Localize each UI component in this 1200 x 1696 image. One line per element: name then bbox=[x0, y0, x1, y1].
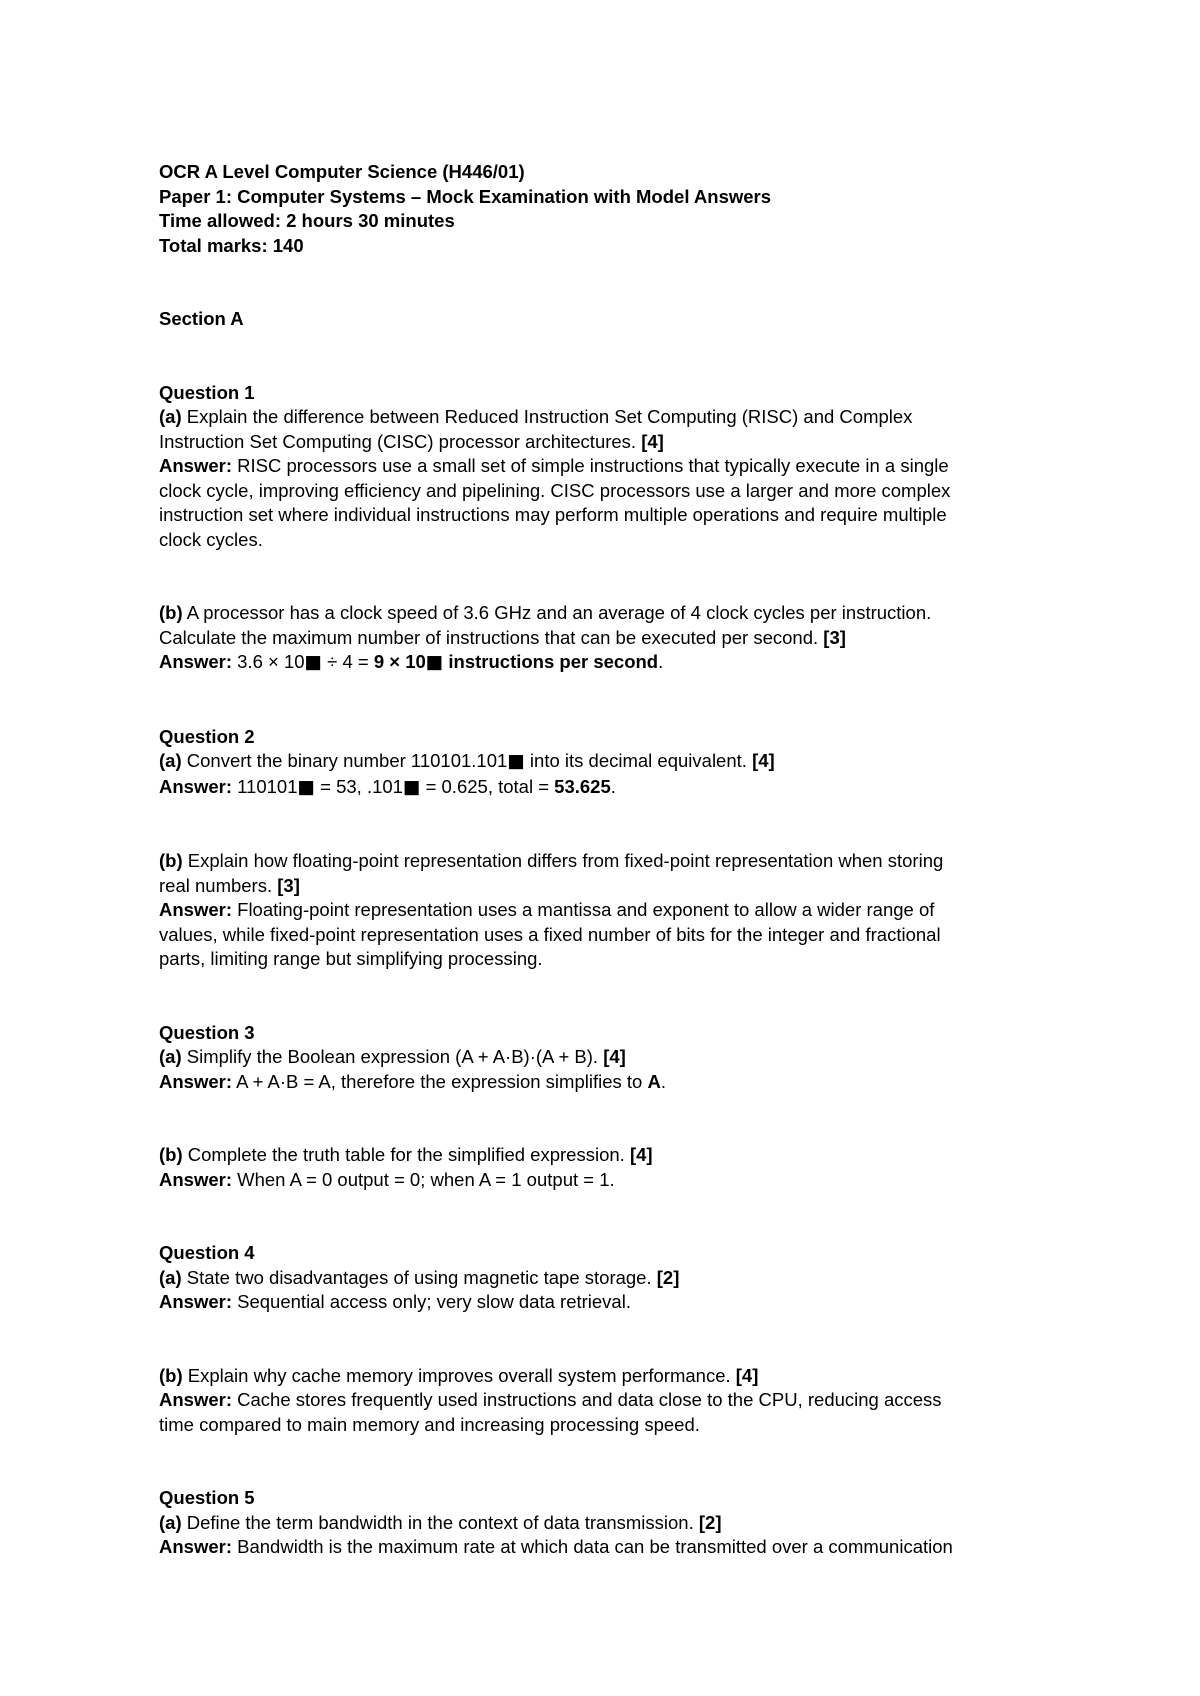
question-title: Question 3 bbox=[159, 1021, 255, 1043]
answer-label: Answer: bbox=[159, 899, 232, 920]
question-text-line bbox=[159, 874, 1059, 899]
question-4 bbox=[159, 1241, 1059, 1437]
answer-text: ÷ 4 = bbox=[322, 651, 374, 672]
answer-text: 3.6 × 10 bbox=[237, 651, 305, 672]
question-title: Question 1 bbox=[159, 381, 255, 403]
answer-text: = 0.625, total = bbox=[420, 775, 555, 797]
marks-label: [3] bbox=[277, 874, 300, 896]
question-text: Define the term bandwidth in the context of data transmission. bbox=[186, 1511, 694, 1533]
question-text: Complete the truth table for the simplified expression. bbox=[187, 1144, 625, 1165]
missing-glyph: ■ bbox=[304, 652, 323, 673]
marks-label: [4] bbox=[641, 430, 664, 452]
answer-text: 110101 bbox=[237, 775, 298, 797]
marks-label: [4] bbox=[735, 1364, 759, 1386]
answer-label: Answer: bbox=[159, 1291, 232, 1312]
answer-text: values, while fixed-point representation uses a fixed number of bits for the integer and fractional bbox=[159, 923, 941, 945]
answer-text: When A = 0 output = 0; when A = 1 output = 1. bbox=[237, 1168, 615, 1190]
question-text-line bbox=[159, 430, 1059, 455]
part-label: (a) bbox=[159, 1266, 182, 1288]
question-title: Question 2 bbox=[159, 725, 255, 747]
question-part-b bbox=[159, 849, 1059, 874]
question-title: Question 5 bbox=[159, 1487, 255, 1508]
answer-label: Answer: bbox=[159, 455, 232, 476]
answer-text: Bandwidth is the maximum rate at which data can be transmitted over a communication bbox=[237, 1536, 953, 1557]
answer-line bbox=[159, 1290, 1059, 1315]
question-title: Question 4 bbox=[159, 1242, 255, 1263]
question-text: A processor has a clock speed of 3.6 GHz and an average of 4 clock cycles per instruction. bbox=[186, 602, 932, 623]
question-part-a bbox=[159, 749, 1059, 775]
question-part-b bbox=[159, 601, 1059, 626]
question-1 bbox=[159, 381, 1059, 676]
missing-glyph: ■ bbox=[402, 776, 421, 798]
missing-glyph: ■ bbox=[297, 776, 315, 798]
question-text: Explain the difference between Reduced Instruction Set Computing (RISC) and Complex bbox=[186, 406, 913, 427]
answer-text: Sequential access only; very slow data retrieval. bbox=[237, 1291, 631, 1312]
answer-result: instructions per second bbox=[443, 651, 659, 672]
question-5 bbox=[159, 1486, 1059, 1560]
marks-label: [2] bbox=[656, 1266, 680, 1288]
question-text: Explain how floating-point representation differs from fixed-point representation when storing bbox=[187, 850, 944, 871]
answer-line bbox=[159, 1388, 1059, 1413]
answer-line bbox=[159, 775, 1059, 801]
missing-glyph: ■ bbox=[425, 652, 444, 673]
answer-text: RISC processors use a small set of simple instructions that typically execute in a single bbox=[237, 455, 949, 476]
answer-text: time compared to main memory and increasing processing speed. bbox=[159, 1413, 700, 1435]
answer-text: . bbox=[658, 651, 664, 672]
answer-label: Answer: bbox=[159, 651, 232, 672]
answer-result: A bbox=[647, 1070, 661, 1092]
exam-header bbox=[159, 160, 1059, 258]
part-label: (a) bbox=[159, 750, 182, 771]
question-text: Instruction Set Computing (CISC) processor architectures. bbox=[159, 430, 637, 452]
answer-text: . bbox=[660, 1070, 666, 1092]
question-text: Simplify the Boolean expression (A + A·B)·(A + B). bbox=[186, 1046, 599, 1067]
part-label: (a) bbox=[159, 1511, 182, 1533]
part-label: (b) bbox=[159, 850, 183, 871]
total-marks: Total marks: 140 bbox=[159, 234, 304, 256]
part-label: (b) bbox=[159, 1364, 183, 1386]
paper-title: Paper 1: Computer Systems – Mock Examination with Model Answers bbox=[159, 185, 772, 207]
answer-text: . bbox=[610, 775, 616, 797]
answer-line bbox=[159, 650, 1059, 676]
answer-text: Cache stores frequently used instructions and data close to the CPU, reducing access bbox=[237, 1389, 942, 1410]
section-heading: Section A bbox=[159, 308, 244, 329]
part-label: (a) bbox=[159, 406, 182, 427]
exam-title: OCR A Level Computer Science (H446/01) bbox=[159, 161, 525, 182]
time-allowed: Time allowed: 2 hours 30 minutes bbox=[159, 210, 455, 231]
question-text: Calculate the maximum number of instructions that can be executed per second. bbox=[159, 626, 819, 648]
part-label: (b) bbox=[159, 602, 183, 623]
question-text-line bbox=[159, 626, 1059, 651]
answer-text: A + A·B = A, therefore the expression simplifies to bbox=[236, 1070, 648, 1092]
question-text: real numbers. bbox=[159, 874, 273, 896]
marks-label: [4] bbox=[629, 1144, 653, 1165]
marks-label: [4] bbox=[603, 1046, 626, 1067]
marks-label: [2] bbox=[698, 1511, 722, 1533]
question-part-a bbox=[159, 405, 1059, 430]
answer-text: = 53, .101 bbox=[315, 775, 403, 797]
answer-label: Answer: bbox=[159, 1070, 232, 1092]
answer-label: Answer: bbox=[159, 1168, 232, 1190]
question-text: Explain why cache memory improves overall system performance. bbox=[187, 1364, 731, 1386]
answer-result: 53.625 bbox=[554, 775, 611, 797]
answer-label: Answer: bbox=[159, 1389, 232, 1410]
answer-line bbox=[159, 1070, 1059, 1095]
answer-line bbox=[159, 454, 1059, 479]
question-3 bbox=[159, 1021, 1059, 1193]
question-text: Convert the binary number 110101.101 bbox=[186, 750, 508, 771]
part-label: (b) bbox=[159, 1144, 183, 1165]
answer-text: Floating-point representation uses a mantissa and exponent to allow a wider range of bbox=[237, 899, 935, 920]
question-text: State two disadvantages of using magnetic tape storage. bbox=[186, 1266, 652, 1288]
question-text: into its decimal equivalent. bbox=[524, 750, 747, 771]
exam-content bbox=[159, 160, 1059, 1560]
question-part-a bbox=[159, 1266, 1059, 1291]
question-part-a bbox=[159, 1045, 1059, 1070]
answer-label: Answer: bbox=[159, 1536, 232, 1557]
missing-glyph: ■ bbox=[507, 751, 525, 772]
answer-text: instruction set where individual instructions may perform multiple operations and require multiple bbox=[159, 504, 947, 525]
answer-text: clock cycles. bbox=[159, 528, 263, 550]
question-2 bbox=[159, 725, 1059, 972]
answer-text: parts, limiting range but simplifying processing. bbox=[159, 948, 543, 969]
answer-line bbox=[159, 898, 1059, 923]
answer-line bbox=[159, 1168, 1059, 1193]
answer-text: clock cycle, improving efficiency and pipelining. CISC processors use a larger and more complex bbox=[159, 479, 951, 501]
answer-result: 9 × 10 bbox=[373, 651, 426, 672]
answer-label: Answer: bbox=[159, 775, 232, 797]
marks-label: [3] bbox=[823, 626, 846, 648]
part-label: (a) bbox=[159, 1046, 182, 1067]
question-part-b bbox=[159, 1143, 1059, 1168]
question-part-a bbox=[159, 1511, 1059, 1536]
marks-label: [4] bbox=[752, 750, 775, 771]
question-part-b bbox=[159, 1364, 1059, 1389]
answer-line bbox=[159, 1535, 1059, 1560]
